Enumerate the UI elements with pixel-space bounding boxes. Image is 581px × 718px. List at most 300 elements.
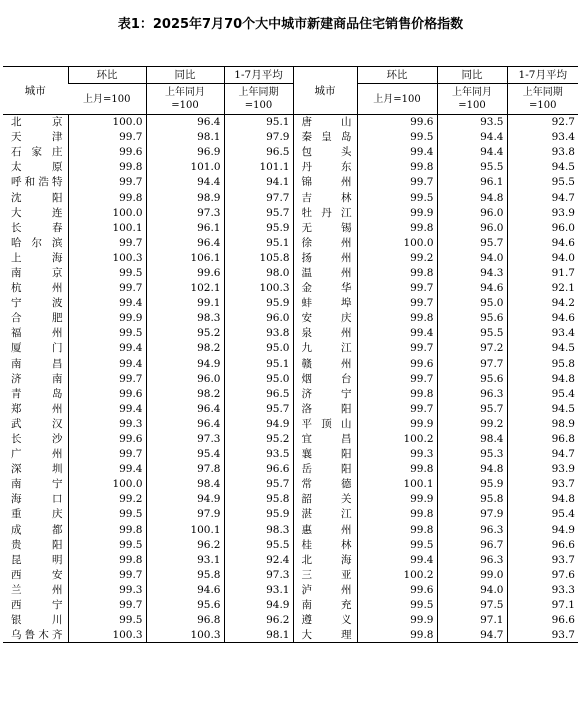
table-row <box>3 492 578 507</box>
yoy-value-cell: 100.1 <box>146 522 224 537</box>
mom-value-cell: 99.7 <box>357 401 437 416</box>
city-name-cell: 沈阳 <box>11 191 63 204</box>
city-name-cell: 北京 <box>11 116 63 129</box>
avg-value-cell: 94.5 <box>507 160 578 175</box>
city-name-cell: 武汉 <box>11 417 63 430</box>
mom-column-header: 环比 <box>357 67 437 84</box>
yoy-value-cell: 106.1 <box>146 250 224 265</box>
mom-value-cell: 99.4 <box>68 296 146 311</box>
avg-base-label <box>507 84 578 115</box>
avg-value-cell: 93.8 <box>507 145 578 160</box>
yoy-value-cell: 97.5 <box>437 598 507 613</box>
yoy-value-cell: 95.6 <box>146 598 224 613</box>
avg-value-cell: 96.0 <box>507 220 578 235</box>
avg-value-cell: 95.9 <box>224 220 293 235</box>
city-name-cell: 安庆 <box>293 311 357 326</box>
city-name-cell: 合肥 <box>11 312 63 325</box>
city-name-cell: 洛阳 <box>293 401 357 416</box>
table-row <box>3 326 578 341</box>
mom-value-cell: 99.8 <box>357 386 437 401</box>
avg-value-cell: 94.6 <box>507 311 578 326</box>
avg-value-cell: 95.7 <box>224 401 293 416</box>
mom-value-cell: 99.3 <box>357 447 437 462</box>
table-row <box>3 115 578 130</box>
yoy-base-label <box>437 84 507 115</box>
city-name-cell: 广州 <box>11 448 63 461</box>
city-name-cell: 烟台 <box>293 371 357 386</box>
city-name-cell: 南充 <box>293 598 357 613</box>
mom-value-cell: 99.6 <box>68 431 146 446</box>
yoy-value-cell: 96.3 <box>437 552 507 567</box>
yoy-value-cell: 96.2 <box>146 537 224 552</box>
yoy-value-cell: 96.7 <box>437 537 507 552</box>
yoy-value-cell: 97.3 <box>146 205 224 220</box>
yoy-value-cell: 93.1 <box>146 552 224 567</box>
avg-value-cell: 96.6 <box>507 537 578 552</box>
yoy-value-cell: 94.4 <box>146 175 224 190</box>
avg-value-cell: 93.9 <box>507 462 578 477</box>
avg-value-cell: 95.5 <box>507 175 578 190</box>
yoy-value-cell: 96.0 <box>146 371 224 386</box>
city-name-cell: 遵义 <box>293 613 357 628</box>
mom-value-cell: 99.2 <box>357 250 437 265</box>
yoy-value-cell: 97.9 <box>437 507 507 522</box>
city-name-cell: 蚌埠 <box>293 296 357 311</box>
yoy-column-header: 同比 <box>437 67 507 84</box>
yoy-value-cell: 95.8 <box>146 567 224 582</box>
avg-value-cell: 95.0 <box>224 341 293 356</box>
city-name-cell: 秦皇岛 <box>293 130 357 145</box>
avg-value-cell: 105.8 <box>224 250 293 265</box>
yoy-value-cell: 95.8 <box>437 492 507 507</box>
yoy-value-cell: 94.4 <box>437 130 507 145</box>
city-name-cell: 丹东 <box>293 160 357 175</box>
table-row <box>3 341 578 356</box>
mom-value-cell: 100.0 <box>68 477 146 492</box>
city-name-cell: 西安 <box>11 568 63 581</box>
table-row <box>3 250 578 265</box>
avg-value-cell: 97.7 <box>224 190 293 205</box>
mom-value-cell: 100.0 <box>357 235 437 250</box>
city-name-cell: 大理 <box>293 628 357 643</box>
city-name-cell: 银川 <box>11 614 63 627</box>
city-name-cell: 昆明 <box>11 553 63 566</box>
avg-value-cell: 95.8 <box>224 492 293 507</box>
avg-value-cell: 97.6 <box>507 567 578 582</box>
avg-value-cell: 97.1 <box>507 598 578 613</box>
city-name-cell: 西宁 <box>11 599 63 612</box>
city-name-cell: 深圳 <box>11 463 63 476</box>
mom-value-cell: 99.3 <box>68 416 146 431</box>
mom-base-label: 上月=100 <box>68 84 146 115</box>
avg-value-cell: 93.8 <box>224 326 293 341</box>
mom-value-cell: 99.4 <box>357 145 437 160</box>
table-row <box>3 582 578 597</box>
table-row <box>3 190 578 205</box>
yoy-value-cell: 99.1 <box>146 296 224 311</box>
mom-value-cell: 99.4 <box>68 462 146 477</box>
mom-value-cell: 99.8 <box>357 628 437 643</box>
yoy-value-cell: 97.9 <box>146 507 224 522</box>
avg-value-cell: 96.0 <box>224 311 293 326</box>
mom-value-cell: 99.8 <box>68 190 146 205</box>
page-title: 表1：2025年7月70个大中城市新建商品住宅销售价格指数 <box>117 17 464 32</box>
mom-value-cell: 99.3 <box>68 582 146 597</box>
mom-value-cell: 100.3 <box>68 250 146 265</box>
yoy-column-header: 同比 <box>146 67 224 84</box>
city-name-cell: 桂林 <box>293 537 357 552</box>
mom-value-cell: 99.8 <box>68 160 146 175</box>
mom-value-cell: 99.8 <box>68 522 146 537</box>
table-row <box>3 235 578 250</box>
yoy-value-cell: 98.1 <box>146 130 224 145</box>
avg-value-cell: 96.2 <box>224 613 293 628</box>
avg-value-cell: 95.4 <box>507 386 578 401</box>
table-row <box>3 447 578 462</box>
table-row <box>3 552 578 567</box>
city-name-cell: 温州 <box>293 265 357 280</box>
table-row <box>3 416 578 431</box>
city-name-cell: 南宁 <box>11 478 63 491</box>
city-name-cell: 泸州 <box>293 582 357 597</box>
mom-value-cell: 99.6 <box>68 386 146 401</box>
table-row <box>3 567 578 582</box>
mom-value-cell: 99.7 <box>68 567 146 582</box>
yoy-value-cell: 94.0 <box>437 582 507 597</box>
mom-value-cell: 99.5 <box>357 598 437 613</box>
city-name-cell: 泉州 <box>293 326 357 341</box>
city-name-cell: 兰州 <box>11 583 63 596</box>
avg-value-cell: 95.5 <box>224 537 293 552</box>
mom-value-cell: 99.8 <box>357 522 437 537</box>
mom-value-cell: 100.3 <box>68 628 146 643</box>
table-row <box>3 431 578 446</box>
avg-value-cell: 94.2 <box>507 296 578 311</box>
mom-value-cell: 99.5 <box>68 507 146 522</box>
avg-value-cell: 93.4 <box>507 326 578 341</box>
yoy-value-cell: 99.6 <box>146 265 224 280</box>
yoy-value-cell: 96.0 <box>437 220 507 235</box>
mom-value-cell: 99.9 <box>357 416 437 431</box>
mom-value-cell: 99.7 <box>68 175 146 190</box>
mom-value-cell: 99.8 <box>357 160 437 175</box>
city-name-cell: 九江 <box>293 341 357 356</box>
table-row <box>3 386 578 401</box>
avg-value-cell: 96.8 <box>507 431 578 446</box>
mom-value-cell: 99.5 <box>68 326 146 341</box>
yoy-value-cell: 98.4 <box>437 431 507 446</box>
city-name-cell: 海口 <box>11 493 63 506</box>
mom-column-header: 环比 <box>68 67 146 84</box>
avg-value-cell: 96.6 <box>507 613 578 628</box>
city-name-cell: 厦门 <box>11 342 63 355</box>
avg-value-cell: 94.7 <box>507 447 578 462</box>
yoy-value-cell: 95.5 <box>437 326 507 341</box>
yoy-value-cell: 94.0 <box>437 250 507 265</box>
avg-value-cell: 94.7 <box>507 190 578 205</box>
yoy-value-cell: 95.6 <box>437 311 507 326</box>
avg-value-cell: 93.7 <box>507 628 578 643</box>
city-name-cell: 扬州 <box>293 250 357 265</box>
avg-value-cell: 95.4 <box>507 507 578 522</box>
yoy-value-cell: 99.2 <box>437 416 507 431</box>
table-row <box>3 145 578 160</box>
mom-value-cell: 100.2 <box>357 431 437 446</box>
city-name-cell: 宜昌 <box>293 431 357 446</box>
city-name-cell: 湛江 <box>293 507 357 522</box>
mom-value-cell: 99.9 <box>68 311 146 326</box>
city-name-cell: 南京 <box>11 266 63 279</box>
yoy-value-cell: 93.5 <box>437 115 507 130</box>
avg-column-header: 1-7月平均 <box>507 67 578 84</box>
yoy-value-cell: 95.6 <box>437 371 507 386</box>
yoy-base-line2: =100 <box>458 100 486 111</box>
city-name-cell: 哈尔滨 <box>11 236 63 249</box>
yoy-value-cell: 95.0 <box>437 296 507 311</box>
table-row <box>3 220 578 235</box>
yoy-value-cell: 94.6 <box>146 582 224 597</box>
city-column-header: 城市 <box>293 67 357 115</box>
yoy-value-cell: 94.7 <box>437 628 507 643</box>
city-name-cell: 青岛 <box>11 387 63 400</box>
city-name-cell: 岳阳 <box>293 462 357 477</box>
yoy-value-cell: 96.8 <box>146 613 224 628</box>
avg-value-cell: 98.1 <box>224 628 293 643</box>
city-name-cell: 济宁 <box>293 386 357 401</box>
mom-value-cell: 99.7 <box>357 175 437 190</box>
city-name-cell: 长春 <box>11 221 63 234</box>
yoy-value-cell: 97.7 <box>437 356 507 371</box>
mom-value-cell: 99.5 <box>68 537 146 552</box>
yoy-value-cell: 98.3 <box>146 311 224 326</box>
yoy-value-cell: 96.9 <box>146 145 224 160</box>
yoy-value-cell: 96.4 <box>146 401 224 416</box>
yoy-value-cell: 98.2 <box>146 386 224 401</box>
avg-base-line1: 上年同期 <box>522 87 563 98</box>
table-row <box>3 311 578 326</box>
avg-value-cell: 94.6 <box>507 235 578 250</box>
mom-value-cell: 99.6 <box>68 145 146 160</box>
avg-value-cell: 95.9 <box>224 296 293 311</box>
avg-value-cell: 95.1 <box>224 115 293 130</box>
yoy-value-cell: 94.8 <box>437 462 507 477</box>
city-name-cell: 上海 <box>11 251 63 264</box>
avg-base-line2: =100 <box>244 100 273 111</box>
mom-value-cell: 100.0 <box>68 205 146 220</box>
avg-value-cell: 94.5 <box>507 341 578 356</box>
city-name-cell: 三亚 <box>293 567 357 582</box>
mom-value-cell: 99.7 <box>68 447 146 462</box>
yoy-value-cell: 96.0 <box>437 205 507 220</box>
yoy-value-cell: 95.3 <box>437 447 507 462</box>
yoy-value-cell: 95.7 <box>437 401 507 416</box>
mom-value-cell: 99.4 <box>357 326 437 341</box>
avg-column-header: 1-7月平均 <box>224 67 293 84</box>
city-name-cell: 徐州 <box>293 235 357 250</box>
mom-value-cell: 99.8 <box>68 552 146 567</box>
city-name-cell: 福州 <box>11 327 63 340</box>
avg-value-cell: 95.8 <box>507 356 578 371</box>
yoy-value-cell: 101.0 <box>146 160 224 175</box>
avg-value-cell: 95.1 <box>224 235 293 250</box>
table-row <box>3 537 578 552</box>
city-name-cell: 石家庄 <box>11 146 63 159</box>
yoy-value-cell: 100.3 <box>146 628 224 643</box>
avg-value-cell: 94.1 <box>224 175 293 190</box>
table-row <box>3 507 578 522</box>
table-row <box>3 281 578 296</box>
mom-value-cell: 99.7 <box>68 371 146 386</box>
avg-value-cell: 95.7 <box>224 205 293 220</box>
avg-value-cell: 92.1 <box>507 281 578 296</box>
yoy-value-cell: 96.1 <box>146 220 224 235</box>
city-name-cell: 重庆 <box>11 508 63 521</box>
mom-value-cell: 99.9 <box>357 492 437 507</box>
mom-value-cell: 99.8 <box>357 311 437 326</box>
yoy-value-cell: 95.5 <box>437 160 507 175</box>
yoy-value-cell: 97.2 <box>437 341 507 356</box>
avg-base-line2: =100 <box>529 100 557 111</box>
avg-value-cell: 94.8 <box>507 492 578 507</box>
yoy-value-cell: 96.3 <box>437 386 507 401</box>
city-name-cell: 贵阳 <box>11 538 63 551</box>
yoy-value-cell: 97.8 <box>146 462 224 477</box>
city-name-cell: 天津 <box>11 131 63 144</box>
avg-value-cell: 93.7 <box>507 477 578 492</box>
yoy-value-cell: 94.4 <box>437 145 507 160</box>
yoy-value-cell: 94.9 <box>146 492 224 507</box>
yoy-value-cell: 94.9 <box>146 356 224 371</box>
table-row <box>3 477 578 492</box>
table-row <box>3 401 578 416</box>
city-name-cell: 金华 <box>293 281 357 296</box>
avg-value-cell: 93.7 <box>507 552 578 567</box>
yoy-value-cell: 96.4 <box>146 416 224 431</box>
city-name-cell: 杭州 <box>11 282 63 295</box>
city-name-cell: 襄阳 <box>293 447 357 462</box>
avg-value-cell: 94.9 <box>224 416 293 431</box>
yoy-value-cell: 97.1 <box>437 613 507 628</box>
city-name-cell: 大连 <box>11 206 63 219</box>
yoy-value-cell: 98.2 <box>146 341 224 356</box>
table-row <box>3 598 578 613</box>
yoy-base-label <box>146 84 224 115</box>
city-name-cell: 常德 <box>293 477 357 492</box>
city-name-cell: 牡丹江 <box>293 205 357 220</box>
city-name-cell: 郑州 <box>11 402 63 415</box>
mom-value-cell: 99.5 <box>68 613 146 628</box>
table-body <box>3 115 578 643</box>
avg-base-line1: 上年同期 <box>238 87 279 98</box>
avg-value-cell: 95.2 <box>224 431 293 446</box>
mom-value-cell: 99.7 <box>357 281 437 296</box>
avg-value-cell: 94.9 <box>507 522 578 537</box>
mom-value-cell: 100.1 <box>357 477 437 492</box>
avg-value-cell: 92.7 <box>507 115 578 130</box>
avg-value-cell: 95.0 <box>224 371 293 386</box>
mom-value-cell: 99.7 <box>357 371 437 386</box>
table-row <box>3 160 578 175</box>
yoy-base-line1: 上年同月 <box>165 87 205 98</box>
city-name-cell: 济南 <box>11 372 63 385</box>
mom-value-cell: 99.9 <box>357 205 437 220</box>
mom-value-cell: 100.1 <box>68 220 146 235</box>
table-row <box>3 613 578 628</box>
yoy-value-cell: 102.1 <box>146 281 224 296</box>
table-row <box>3 462 578 477</box>
city-column-header: 城市 <box>3 67 68 115</box>
mom-value-cell: 99.7 <box>68 235 146 250</box>
mom-value-cell: 99.7 <box>68 598 146 613</box>
avg-value-cell: 101.1 <box>224 160 293 175</box>
yoy-value-cell: 97.3 <box>146 431 224 446</box>
mom-value-cell: 100.2 <box>357 567 437 582</box>
mom-value-cell: 99.7 <box>68 281 146 296</box>
city-name-cell: 乌鲁木齐 <box>3 628 68 643</box>
mom-base-label: 上月=100 <box>357 84 437 115</box>
yoy-value-cell: 95.7 <box>437 235 507 250</box>
avg-value-cell: 92.4 <box>224 552 293 567</box>
yoy-base-line1: 上年同月 <box>452 87 492 98</box>
yoy-value-cell: 95.9 <box>437 477 507 492</box>
city-name-cell: 无锡 <box>293 220 357 235</box>
yoy-value-cell: 96.3 <box>437 522 507 537</box>
table-row <box>3 371 578 386</box>
mom-value-cell: 99.5 <box>357 130 437 145</box>
price-index-table <box>3 66 578 643</box>
avg-base-label <box>224 84 293 115</box>
mom-value-cell: 99.4 <box>68 401 146 416</box>
city-name-cell: 呼和浩特 <box>11 176 63 189</box>
yoy-value-cell: 94.3 <box>437 265 507 280</box>
yoy-value-cell: 95.4 <box>146 447 224 462</box>
yoy-value-cell: 98.9 <box>146 190 224 205</box>
avg-value-cell: 94.9 <box>224 598 293 613</box>
mom-value-cell: 99.5 <box>357 537 437 552</box>
yoy-value-cell: 94.8 <box>437 190 507 205</box>
yoy-value-cell: 96.4 <box>146 235 224 250</box>
city-name-cell: 长沙 <box>11 433 63 446</box>
city-name-cell: 韶关 <box>293 492 357 507</box>
mom-value-cell: 99.8 <box>357 507 437 522</box>
mom-value-cell: 99.5 <box>68 265 146 280</box>
avg-value-cell: 94.5 <box>507 401 578 416</box>
mom-value-cell: 99.6 <box>357 115 437 130</box>
avg-value-cell: 93.4 <box>507 130 578 145</box>
mom-value-cell: 99.6 <box>357 356 437 371</box>
table-row <box>3 522 578 537</box>
avg-value-cell: 93.5 <box>224 447 293 462</box>
avg-value-cell: 93.3 <box>507 582 578 597</box>
city-name-cell: 成都 <box>11 523 63 536</box>
mom-value-cell: 99.8 <box>357 220 437 235</box>
mom-value-cell: 99.4 <box>68 341 146 356</box>
avg-value-cell: 98.9 <box>507 416 578 431</box>
city-name-cell: 唐山 <box>293 115 357 130</box>
avg-value-cell: 98.0 <box>224 265 293 280</box>
yoy-value-cell: 98.4 <box>146 477 224 492</box>
city-name-cell: 惠州 <box>293 522 357 537</box>
yoy-value-cell: 96.4 <box>146 115 224 130</box>
avg-value-cell: 96.5 <box>224 386 293 401</box>
mom-value-cell: 99.5 <box>357 190 437 205</box>
mom-value-cell: 99.8 <box>357 462 437 477</box>
city-name-cell: 赣州 <box>293 356 357 371</box>
table-row <box>3 205 578 220</box>
avg-value-cell: 95.1 <box>224 356 293 371</box>
mom-value-cell: 99.7 <box>68 130 146 145</box>
avg-value-cell: 96.6 <box>224 462 293 477</box>
